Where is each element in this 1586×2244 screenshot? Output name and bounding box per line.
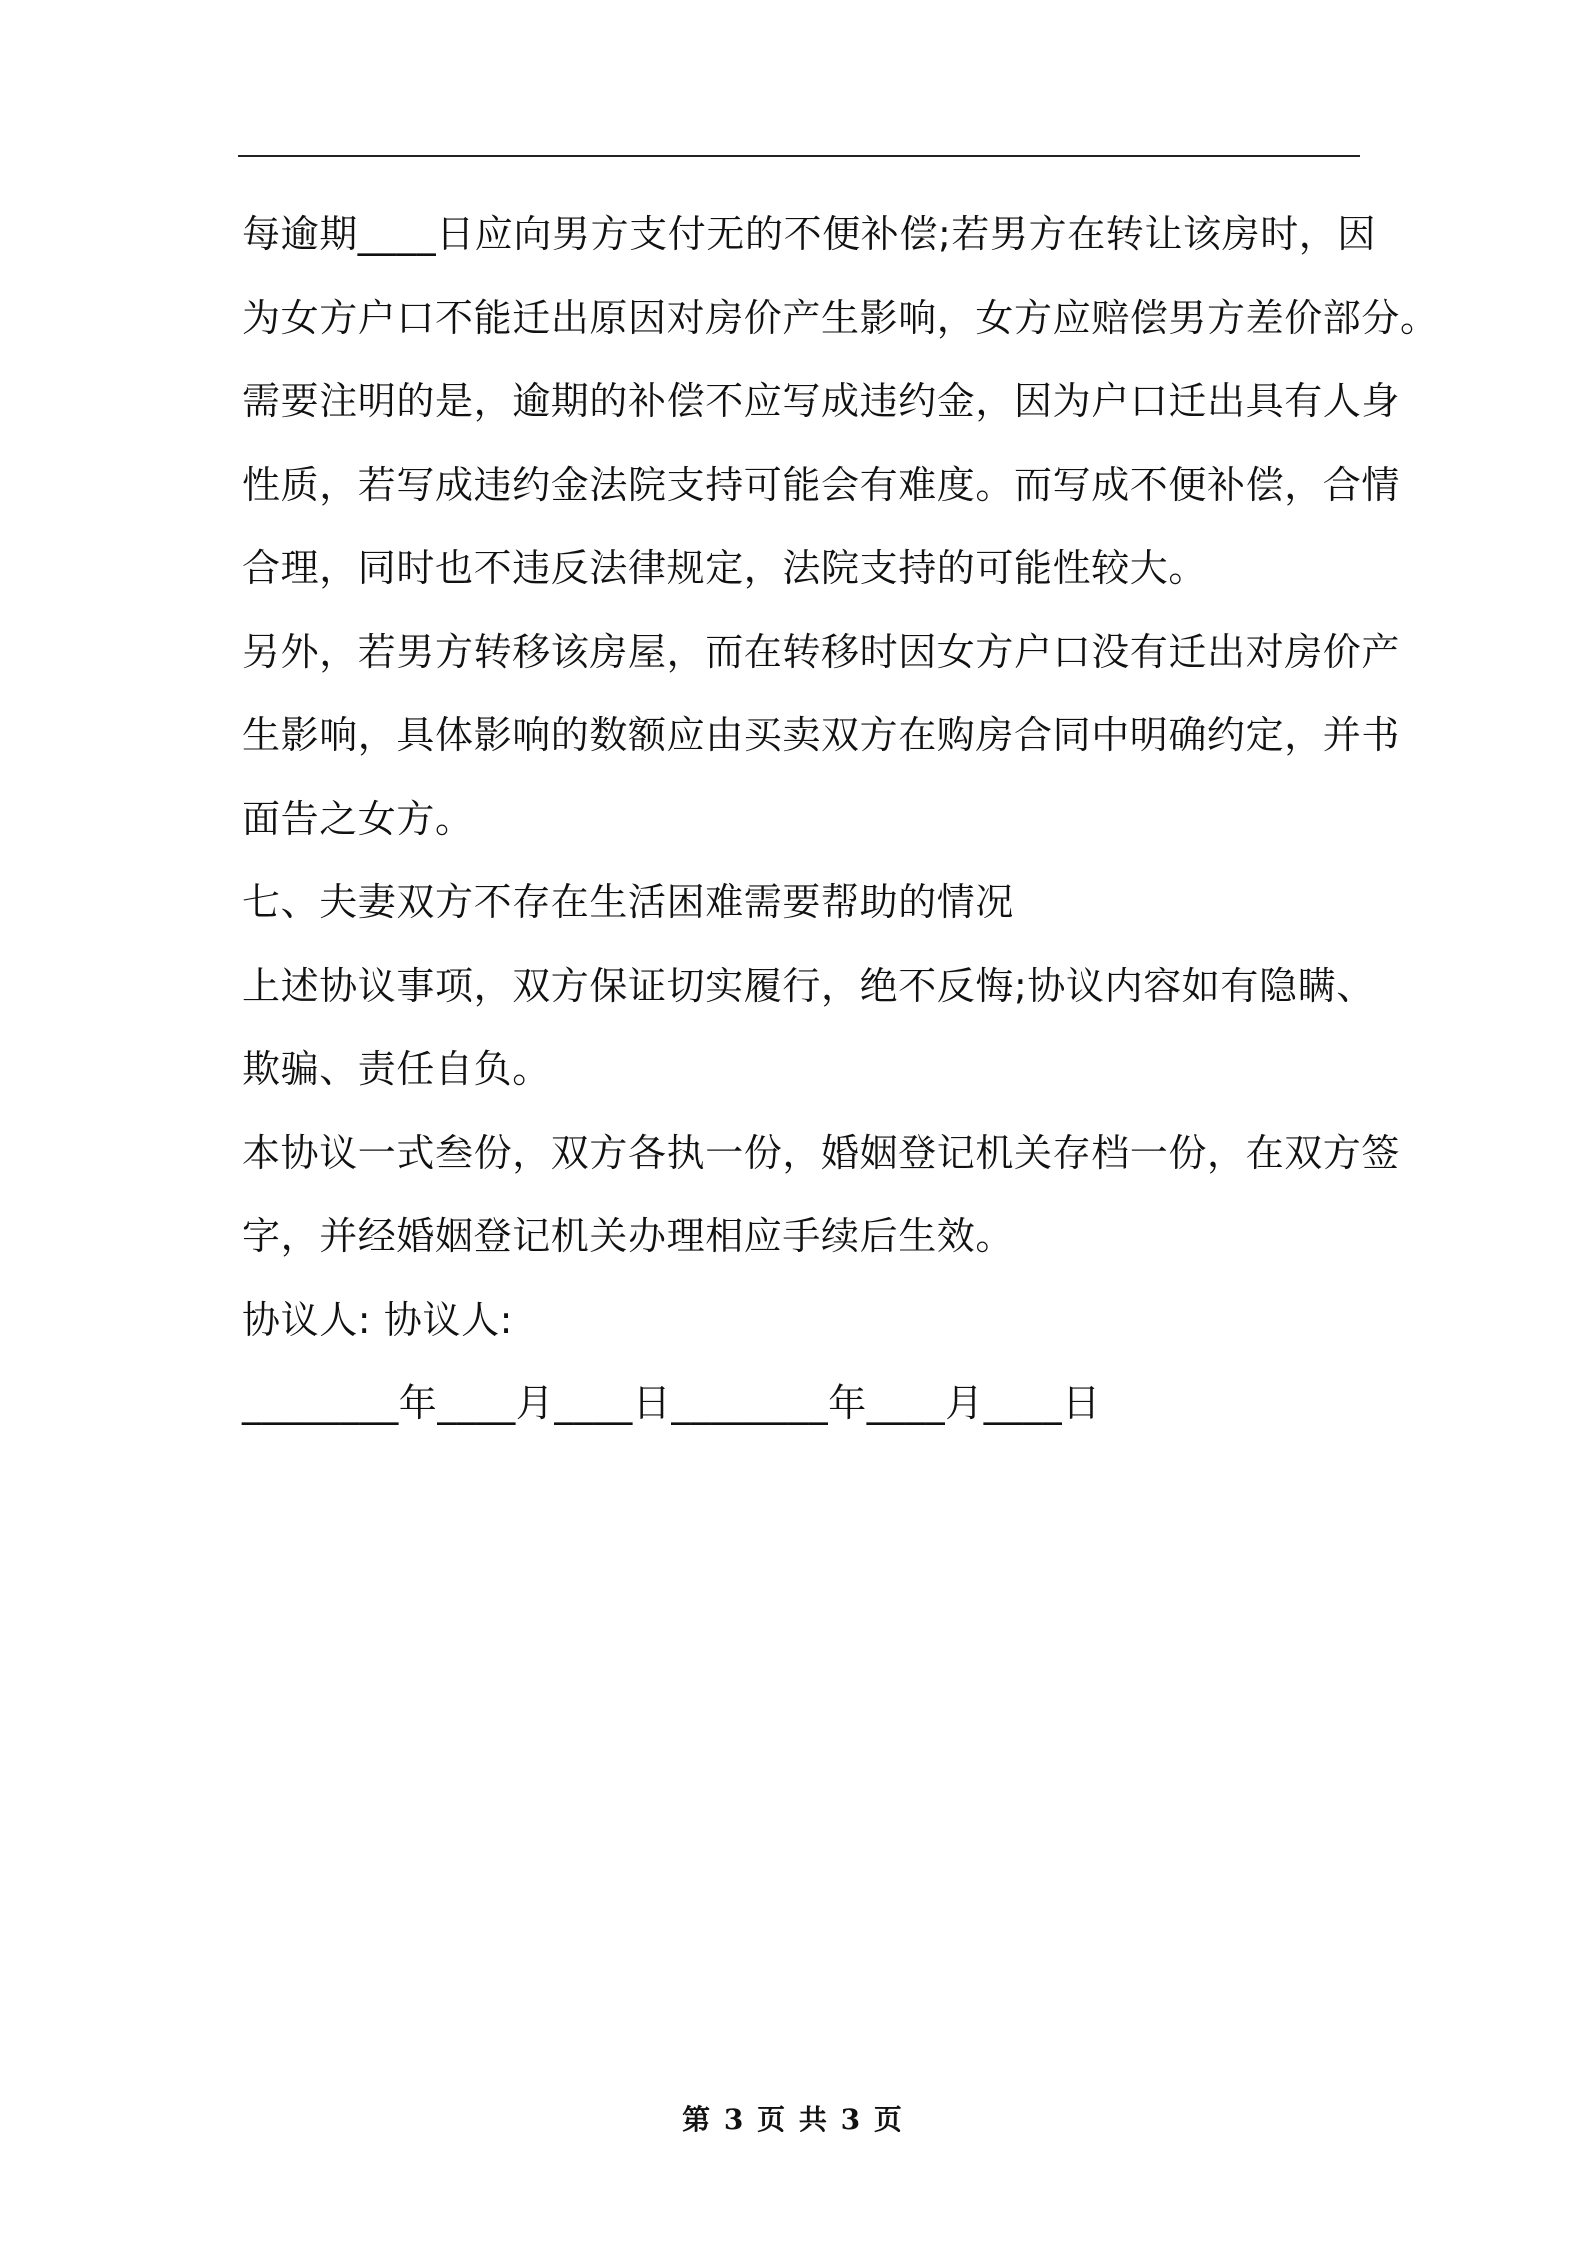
body-line-11: 欺骗、责任自负。 bbox=[242, 1047, 551, 1091]
body-line-8: 面告之女方。 bbox=[242, 796, 474, 841]
body-line-1: 每逾期____日应向男方支付无的不便补偿;若男方在转让该房时，因 bbox=[242, 212, 1377, 256]
body-line-6: 另外，若男方转移该房屋，而在转移时因女方户口没有迁出对房价产 bbox=[242, 629, 1401, 674]
document-body bbox=[242, 193, 1439, 1446]
page-footer: 第 3 页 共 3 页 bbox=[682, 2103, 904, 2136]
signatories-line: 协议人: 协议人: bbox=[242, 1297, 514, 1342]
section-heading-7: 七、夫妻双方不存在生活困难需要帮助的情况 bbox=[242, 880, 1015, 924]
date-blanks-line: ________年____月____日________年____月____日 bbox=[242, 1381, 1101, 1425]
header-rule bbox=[238, 155, 1360, 157]
body-line-7: 生影响，具体影响的数额应由买卖双方在购房合同中明确约定，并书 bbox=[242, 713, 1401, 757]
body-line-4: 性质，若写成违约金法院支持可能会有难度。而写成不便补偿，合情 bbox=[242, 462, 1401, 507]
body-line-5: 合理，同时也不违反法律规定，法院支持的可能性较大。 bbox=[242, 546, 1208, 590]
body-line-13: 字，并经婚姻登记机关办理相应手续后生效。 bbox=[242, 1214, 1015, 1258]
body-line-3: 需要注明的是，逾期的补偿不应写成违约金，因为户口迁出具有人身 bbox=[242, 379, 1401, 423]
body-line-2: 为女方户口不能迁出原因对房价产生影响，女方应赔偿男方差价部分。 bbox=[242, 295, 1439, 340]
body-line-12: 本协议一式叁份，双方各执一份，婚姻登记机关存档一份，在双方签 bbox=[242, 1130, 1401, 1175]
body-line-10: 上述协议事项，双方保证切实履行，绝不反悔;协议内容如有隐瞒、 bbox=[242, 963, 1375, 1008]
